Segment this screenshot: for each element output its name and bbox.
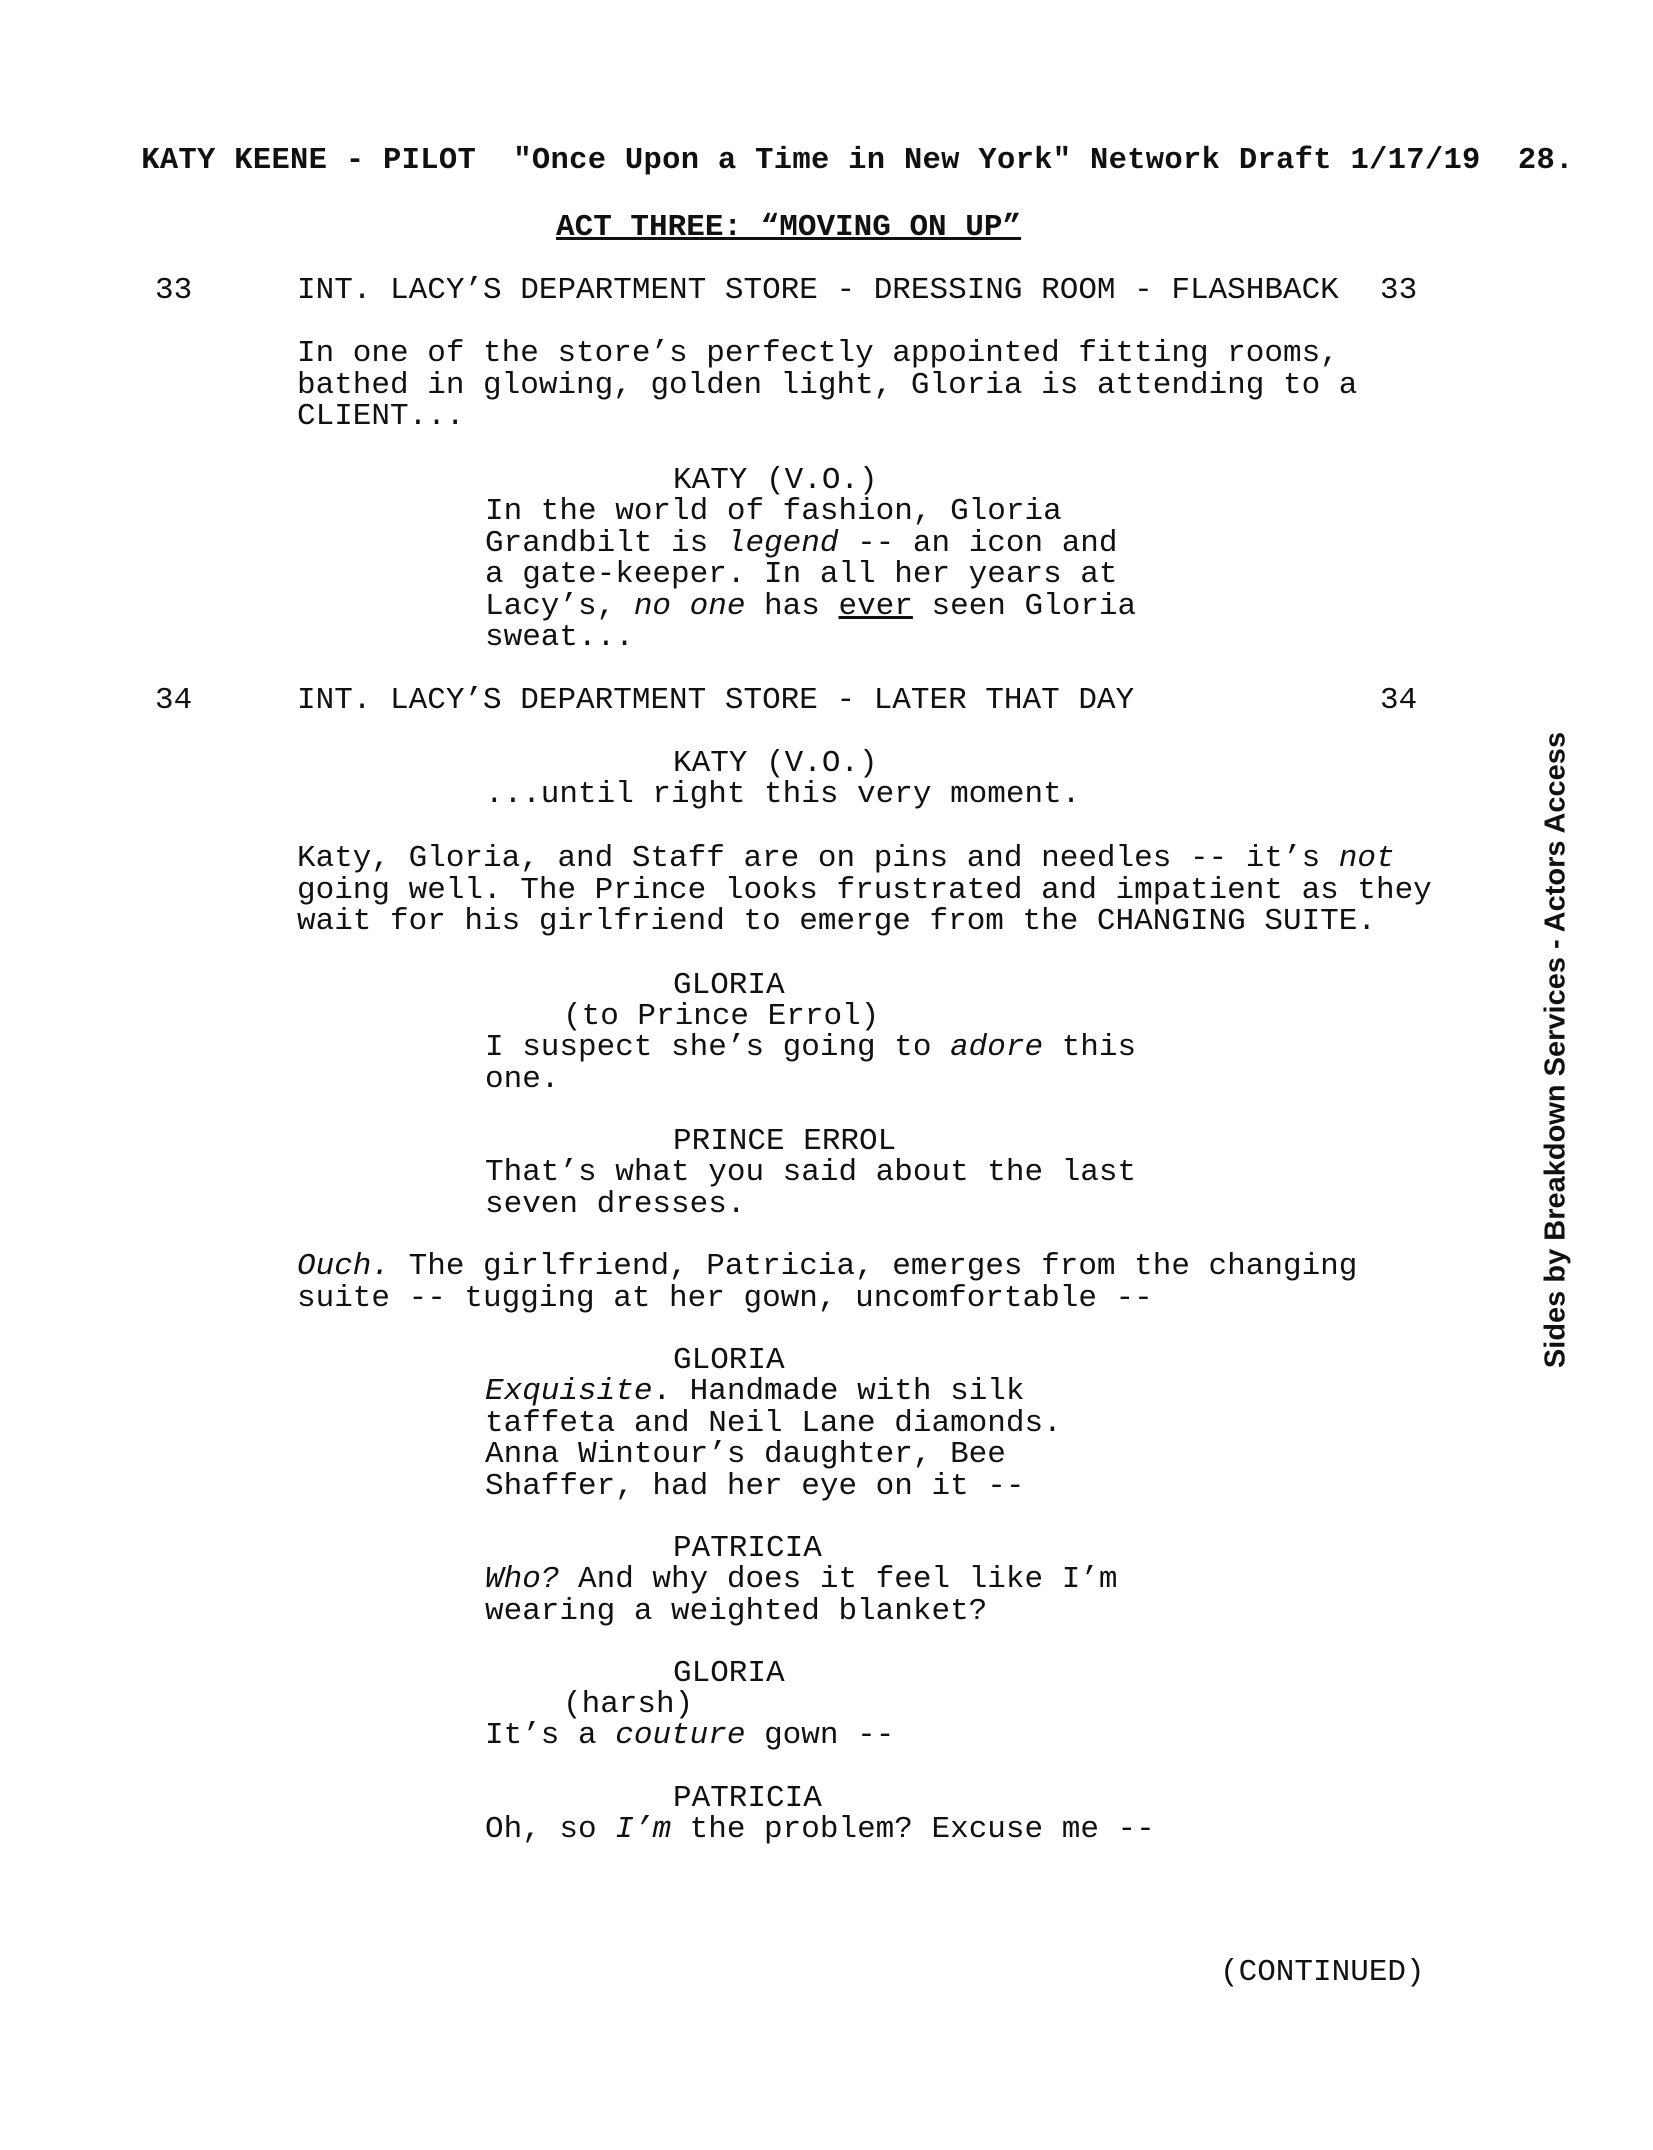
dialogue-line: Oh, so I’m the problem? Excuse me -- <box>485 1812 1155 1847</box>
dialogue-line: one. <box>485 1061 560 1097</box>
dialogue-line: It’s a couture gown -- <box>485 1718 895 1753</box>
scene-number-right: 34 <box>1380 683 1418 718</box>
page-number: 28. <box>1517 143 1574 178</box>
character-name: PATRICIA <box>673 1531 822 1566</box>
header-draft: Network Draft 1/17/19 <box>1090 143 1481 178</box>
act-title: ACT THREE: “MOVING ON UP” <box>556 210 1022 245</box>
dialogue-block <box>485 1720 894 1752</box>
dialogue-line: taffeta and Neil Lane diamonds. <box>485 1405 1062 1441</box>
dialogue-line: Who? And why does it feel like I’m <box>485 1562 1118 1597</box>
character-name: KATY (V.O.) <box>673 746 878 781</box>
scene-number-left: 34 <box>155 683 193 718</box>
action-line: bathed in glowing, golden light, Gloria is attending to a <box>297 367 1358 403</box>
action-line: suite -- tugging at her gown, uncomfortable -- <box>297 1280 1153 1316</box>
scene-number-right: 33 <box>1380 273 1418 308</box>
dialogue-line: I suspect she’s going to adore this <box>485 1030 1137 1065</box>
header-show: KATY KEENE - PILOT <box>141 143 477 178</box>
action-line: Ouch. The girlfriend, Patricia, emerges from the changing <box>297 1249 1358 1284</box>
watermark-text: Sides by Breakdown Services - Actors Access <box>1539 731 1572 1369</box>
dialogue-block <box>485 496 1136 654</box>
scene-heading: INT. LACY’S DEPARTMENT STORE - LATER THAT DAY <box>297 683 1135 718</box>
header-episode: "Once Upon a Time in New York" <box>513 143 1072 178</box>
dialogue-block <box>485 779 1080 811</box>
character-name: GLORIA <box>673 1343 785 1378</box>
scene-number-left: 33 <box>155 273 193 308</box>
action-block <box>297 338 1357 433</box>
character-name: GLORIA <box>673 1656 785 1691</box>
dialogue-line: That’s what you said about the last <box>485 1155 1137 1190</box>
dialogue-line: sweat... <box>485 620 634 655</box>
dialogue-line: a gate-keeper. In all her years at <box>485 557 1118 592</box>
action-line: Katy, Gloria, and Staff are on pins and needles -- it’s not <box>297 841 1395 876</box>
dialogue-line: wearing a weighted blanket? <box>485 1593 988 1629</box>
dialogue-block <box>485 1814 1155 1846</box>
dialogue-line: In the world of fashion, Gloria <box>485 494 1062 529</box>
dialogue-line: ...until right this very moment. <box>485 777 1081 812</box>
character-name: GLORIA <box>673 968 785 1003</box>
character-name: PATRICIA <box>673 1781 822 1816</box>
action-line: CLIENT... <box>297 399 465 434</box>
page-header <box>104 114 1574 177</box>
action-block <box>297 1251 1357 1314</box>
dialogue-line: Shaffer, had her eye on it -- <box>485 1468 1025 1504</box>
dialogue-line: seven dresses. <box>485 1186 746 1222</box>
character-name: KATY (V.O.) <box>673 463 878 498</box>
character-name: PRINCE ERROL <box>673 1124 897 1159</box>
dialogue-block <box>485 1157 1136 1220</box>
action-line: going well. The Prince looks frustrated and impatient as they <box>297 872 1432 908</box>
parenthetical: (harsh) <box>563 1687 694 1722</box>
dialogue-line: Lacy’s, no one has ever seen Gloria <box>485 588 1137 624</box>
dialogue-line: Grandbilt is legend -- an icon and <box>485 525 1118 561</box>
action-line: wait for his girlfriend to emerge from the CHANGING SUITE. <box>297 904 1376 939</box>
dialogue-line: Anna Wintour’s daughter, Bee <box>485 1437 1006 1472</box>
continued-marker: (CONTINUED) <box>1220 1955 1425 1990</box>
dialogue-block <box>485 1032 1136 1095</box>
dialogue-line: Exquisite. Handmade with silk <box>485 1374 1025 1409</box>
parenthetical: (to Prince Errol) <box>563 999 880 1034</box>
dialogue-block <box>485 1564 1118 1627</box>
action-line: In one of the store’s perfectly appointed fitting rooms, <box>297 336 1339 371</box>
action-block <box>297 843 1432 938</box>
dialogue-block <box>485 1376 1062 1502</box>
scene-heading: INT. LACY’S DEPARTMENT STORE - DRESSING ROOM - FLASHBACK <box>297 273 1339 308</box>
